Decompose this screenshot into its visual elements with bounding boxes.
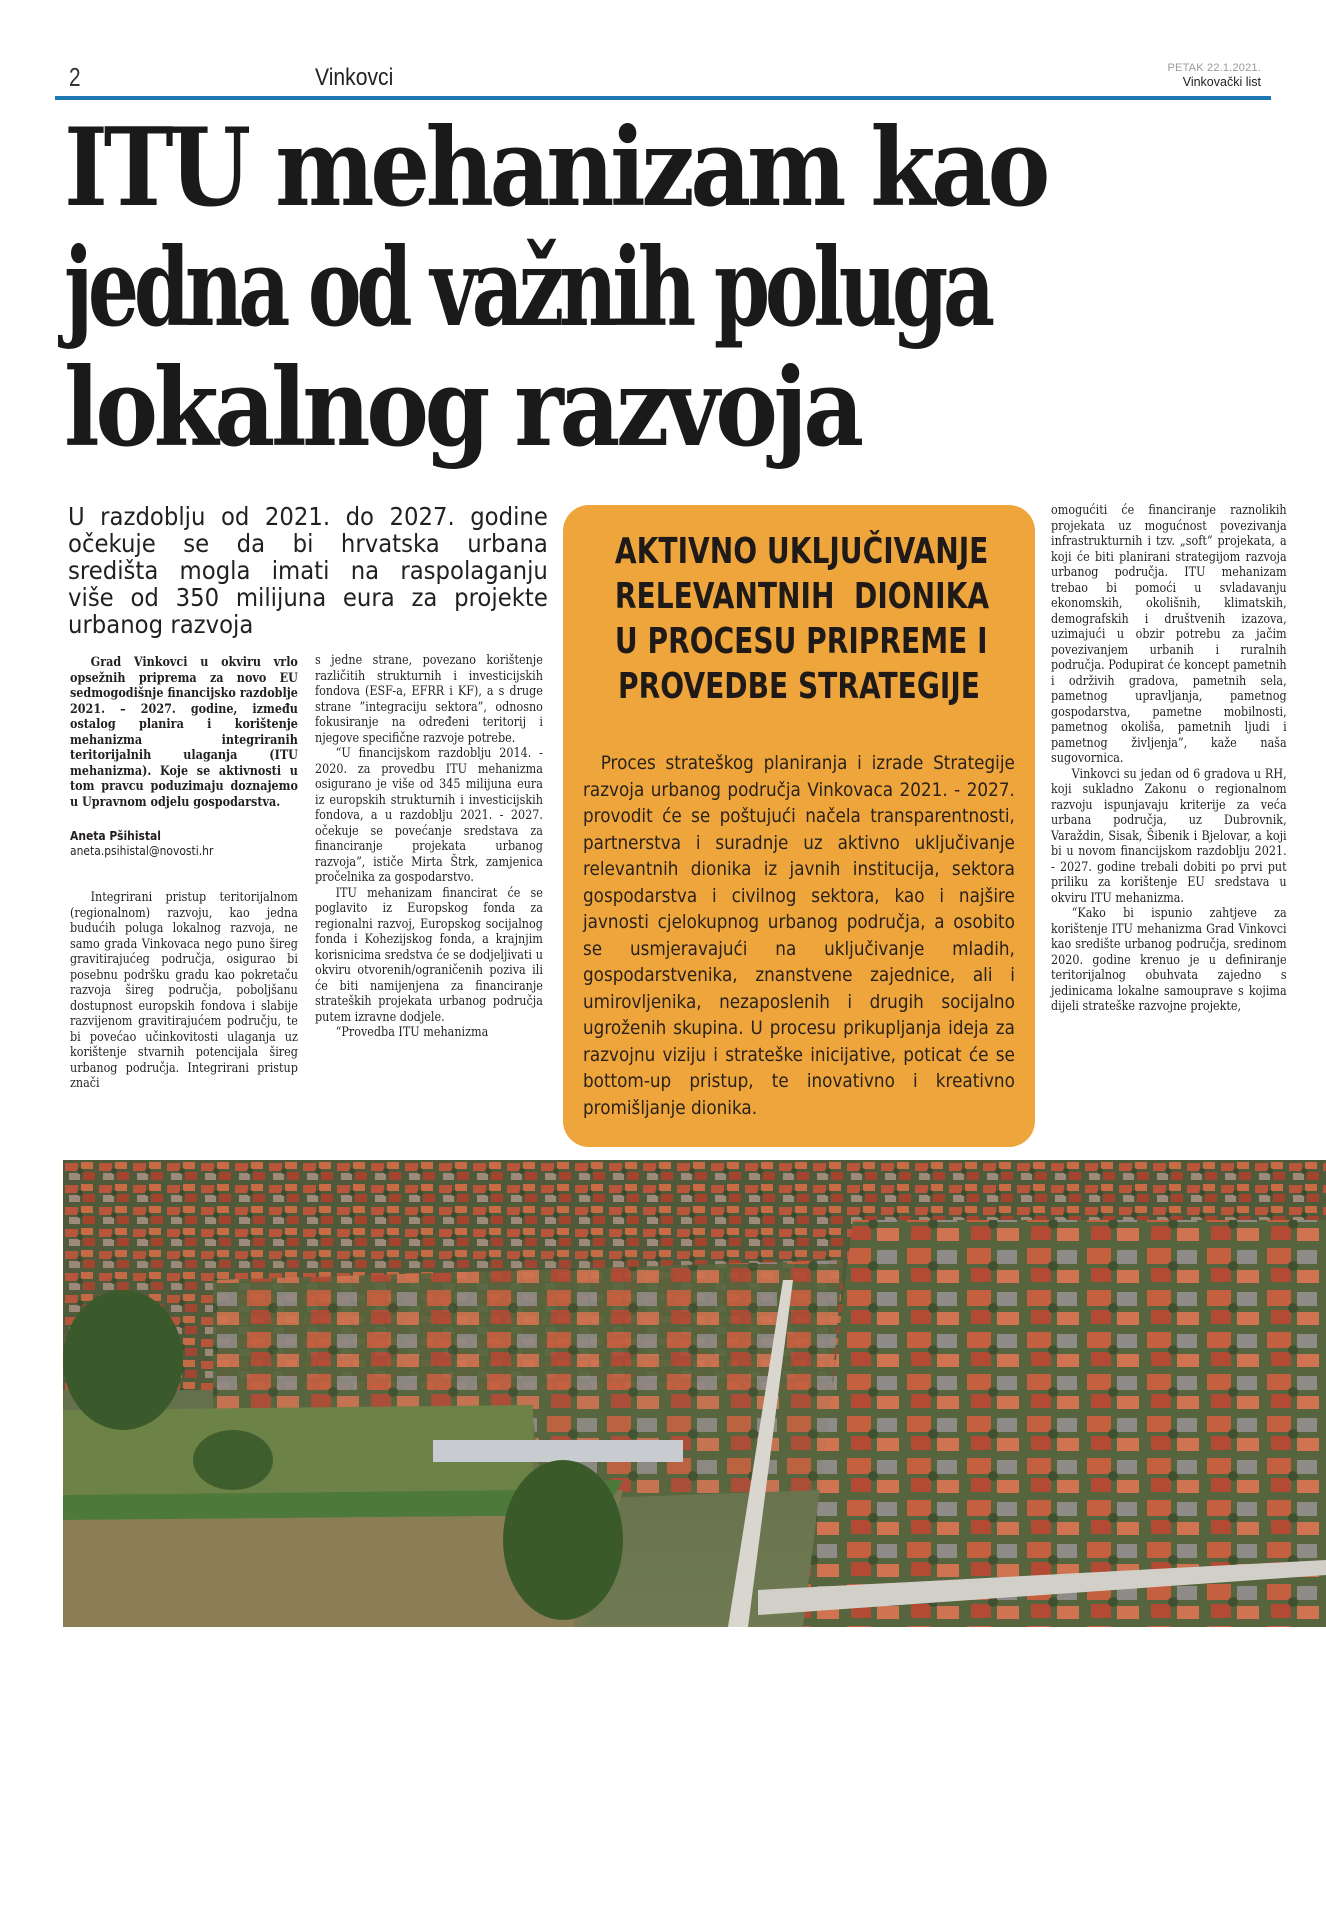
lead-line: očekuje se da bi hrvatska urbana [68, 529, 548, 558]
byline [70, 828, 298, 858]
body-paragraph: “Kako bi ispunio zahtjeve za korištenje ITU mehanizma Grad Vinkovci kao središte urbanog područja, sredinom 2020. godine krenuo je u definiranje teritorijalnog obuhvata zajedno s jedinicama lokalne samouprave s kojima dijeli strateške razvojne projekte, [1051, 906, 1287, 1014]
headline-line: jedna od važnih poluga [64, 225, 990, 351]
sidebar-title-line: RELEVANTNIH DIONIKA [614, 576, 990, 617]
headline-line: ITU mehanizam kao [64, 105, 1046, 231]
issue-date: PETAK 22.1.2021. [1167, 62, 1261, 74]
article-column-2 [315, 653, 543, 1041]
headline-line: lokalnog razvoja [64, 345, 860, 471]
body-paragraph: “Provedba ITU mehanizma [335, 1025, 489, 1040]
sidebar-paragraph: Proces strateškog planiranja i izrade Strategije razvoja urbanog područja Vinkovaca 2021. - 2027. provodit će se poštujući načela transparentnosti, partnerstva i suradnje uz aktivno uključivanje relevantnih dionika iz javnih institucija, sektora gospodarstva i civilnog sektora, kao i najšire javnosti cjelokupnog urbanog područja, a osobito se usmjeravajući na uključivanje mladih, gospodarstvenika, znanstvene zajednice, ali i umirovljenika, nezaposlenih i drugih socijalno ugroženih skupina. U procesu prikupljanja ideja za razvojnu viziju i strateške inicijative, poticat će se bottom-up pristup, te inovativno i kreativno promišljanje dionika. [583, 752, 1015, 1119]
headline [64, 105, 1326, 471]
body-paragraph: “U financijskom razdoblju 2014. - 2020. za provedbu ITU mehanizma osigurano je više od 345 milijuna eura iz europskih strukturnih i investicijskih fondova, a u razdoblju 2021. - 2027. očekuje se povećanje sredstava za financiranje projekata urbanog razvoja”, ističe Mirta Štrk, zamjenica pročelnika za gospodarstvo. [315, 746, 543, 885]
lead-paragraph [68, 503, 548, 638]
lead-line: urbanog razvoja [68, 610, 254, 639]
aerial-photo-illustration [63, 1160, 1326, 1627]
body-paragraph: Vinkovci su jedan od 6 gradova u RH, koji sukladno Zakonu o regionalnom razvoju ispunjavaju kriterije za veća urbana područja, uz Dubrovnik, Varaždin, Sisak, Šibenik i Bjelovar, a koji bi u novom financijskom razdoblju 2021. - 2027. godine trebali dobiti po prvi put priliku za korištenje EU sredstava u okviru ITU mehanizma. [1051, 766, 1287, 906]
body-paragraph: Integrirani pristup teritorijalnom (regionalnom) razvoju, kao jedna budućih poluga lokalnog razvoja, ne samo grada Vinkovaca nego puno šireg gravitirajućeg područja, osigurao bi posebnu podršku gradu kao pokretaču razvoja šireg područja, poboljšanu dostupnost europskih fondova i slabije razvijenom gravitirajućem području, te bi povećao učinkovitosti ulaganja uz korištenje stvarnih potencijala šireg urbanog područja. Integrirani pristup znači [70, 890, 298, 1091]
page-header [55, 60, 1271, 100]
standfirst: Grad Vinkovci u okviru vrlo opsežnih priprema za novo EU sedmogodišnje financijsko razdoblje 2021. – 2027. godine, između ostalog planira i korištenje mehanizma integriranih teritorijalnih ulaganja (ITU mehanizma). Koje se aktivnosti u tom pravcu poduzimaju doznajemo u Upravnom odjelu gospodarstva. [70, 655, 298, 810]
sidebar-title-line: AKTIVNO UKLJUČIVANJE [614, 531, 989, 572]
lead-line: središta mogla imati na raspolaganju [68, 556, 548, 585]
lead-line: više od 350 milijuna eura za projekte [68, 583, 548, 612]
section-name: Vinkovci [315, 64, 394, 91]
sidebar-text [583, 750, 1015, 1121]
sidebar-title-line: PROVEDBE STRATEGIJE [618, 666, 980, 707]
issue-info [1168, 62, 1262, 89]
lead-line: U razdoblju od 2021. do 2027. godine [68, 502, 548, 531]
body-paragraph: s jedne strane, povezano korištenje različitih strukturnih i investicijskih fondova (ESF-a, EFRR i KF), a s druge strane ”integraciju sektora”, odnosno fokusiranje na određeni teritorij i njegove specifične razvoje potrebe. [315, 653, 543, 746]
body-paragraph: omogućiti će financiranje raznolikih projekata uz mogućnost povezivanja infrastrukturnih i tzv. „soft“ projekata, a koji će biti planirani strategijom razvoja urbanog područja. ITU mehanizam trebao bi pomoći u svladavanju ekonomskih, okolišnih, klimatskih, demografskih i društvenih izazova, uzimajući u obzir potrebu za jačim povezivanjem urbanih i ruralnih područja. Podupirat će koncept pametnih i održivih gradova, pametnih sela, pametnog upravljanja, pametnog gospodarstva, pametne mobilnosti, pametnog okoliša, pametnih ljudi i pametnog življenja”, kaže naša sugovornica. [1051, 503, 1287, 766]
author-email[interactable]: aneta.psihistal@novosti.hr [70, 843, 214, 858]
sidebar-title [563, 529, 1035, 709]
article-column-4 [1051, 503, 1287, 1015]
sidebar-title-line: U PROCESU PRIPREME I [614, 621, 988, 662]
aerial-photo [63, 1160, 1326, 1627]
sidebar-box [563, 505, 1035, 1147]
publication-name: Vinkovački list [1182, 75, 1261, 89]
author-name: Aneta Pšihistal [70, 828, 161, 843]
page-number: 2 [69, 62, 81, 92]
article-column-1 [70, 655, 298, 1092]
body-paragraph: ITU mehanizam financirat će se poglavito iz Europskog fonda za regionalni razvoj, Europskog socijalnog fonda i Kohezijskog fonda, a krajnjim korisnicima sredstva će se dodjeljivati u okviru otvorenih/ograničenih poziva ili će biti namijenjena za financiranje strateških projekata urbanog područja putem izravne dodjele. [315, 885, 543, 1025]
